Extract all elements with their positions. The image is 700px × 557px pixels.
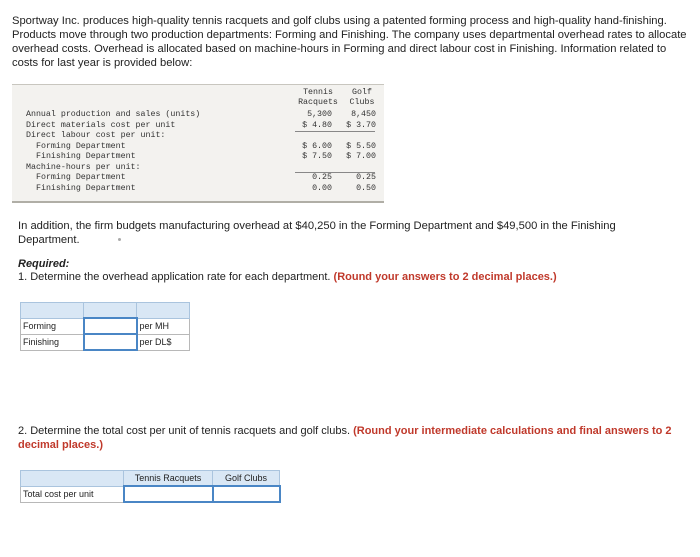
tennis-cost-input[interactable]	[124, 486, 213, 502]
cost-row-label: Finishing Department	[36, 152, 136, 161]
required-heading: Required:	[18, 258, 70, 270]
q1-header-cell-2	[84, 303, 137, 319]
intro-paragraph: Sportway Inc. produces high-quality tennis racquets and golf clubs using a patented forming process and high-quality hand-finishing. Products move through two production departments: Forming and Finishing. The company uses departmental overhead rates to allocate overhead costs. Overhead is allocated based on machine-hours in Forming and direct labour cost in Finishing. Information related to costs for last year is provided below:	[12, 15, 687, 69]
question-1	[18, 270, 557, 284]
cost-table-row	[12, 141, 384, 152]
cost-row-tennis-value: 0.25	[312, 173, 332, 182]
header-tennis	[298, 88, 338, 108]
cost-row-golf-value: $ 5.50	[346, 141, 376, 151]
cost-row-label: Machine-hours per unit:	[26, 162, 141, 172]
cost-row-golf-value: 0.25	[356, 173, 376, 182]
cost-data-table	[12, 84, 384, 203]
cost-row-tennis-value: $ 7.50	[302, 152, 332, 161]
question-2	[18, 424, 678, 452]
q1-answer-table	[20, 302, 190, 351]
q2-header-row	[21, 471, 280, 487]
cost-row-label: Finishing Department	[36, 183, 136, 193]
q1-label-finishing: Finishing	[21, 334, 84, 350]
question-1-text: 1. Determine the overhead application rate for each department.	[18, 271, 331, 283]
forming-rate-input[interactable]	[84, 318, 137, 334]
cost-row-golf-value: 0.50	[356, 183, 376, 193]
q1-header-cell-3	[137, 303, 190, 319]
cost-table-row	[12, 172, 384, 183]
q1-row-finishing	[21, 334, 190, 350]
cost-table-row	[12, 151, 384, 162]
cost-table-row	[12, 162, 384, 173]
q1-unit-finishing: per DL$	[137, 334, 190, 350]
cost-table-rule	[295, 131, 375, 132]
golf-cost-input[interactable]	[213, 486, 280, 502]
finishing-rate-input[interactable]	[84, 334, 137, 350]
cost-row-label: Forming Department	[36, 141, 126, 151]
question-2-note: (Round your intermediate calculations and final answers to 2 decimal places.)	[18, 425, 672, 451]
question-1-note: (Round your answers to 2 decimal places.)	[333, 271, 557, 283]
cost-row-label: Annual production and sales (units)	[26, 110, 201, 119]
stray-dot	[118, 238, 121, 241]
cost-table-row	[12, 120, 384, 131]
cost-row-golf-value: 8,450	[351, 110, 376, 119]
overhead-budget-paragraph: In addition, the firm budgets manufacturing overhead at $40,250 in the Forming Department and $49,500 in the Finishing Department.	[18, 220, 616, 246]
cost-row-golf-value: $ 7.00	[346, 152, 376, 161]
q1-header-cell-1	[21, 303, 84, 319]
q2-answer-table	[20, 470, 281, 503]
cost-table-row	[12, 183, 384, 194]
q2-row-label: Total cost per unit	[21, 486, 124, 502]
q1-row-forming	[21, 318, 190, 334]
cost-row-label: Direct materials cost per unit	[26, 120, 176, 130]
q1-label-forming: Forming	[21, 318, 84, 334]
cost-row-label: Forming Department	[36, 173, 126, 182]
q1-unit-forming: per MH	[137, 318, 190, 334]
q2-row-total	[21, 486, 280, 502]
header-golf-line1: Golf	[352, 88, 372, 97]
cost-table-rule	[295, 172, 375, 173]
q1-header-row	[21, 303, 190, 319]
cost-row-tennis-value: 0.00	[312, 183, 332, 193]
q2-header-golf: Golf Clubs	[213, 471, 280, 487]
cost-row-golf-value: $ 3.70	[346, 120, 376, 130]
cost-row-tennis-value: $ 6.00	[302, 141, 332, 151]
question-2-text: 2. Determine the total cost per unit of tennis racquets and golf clubs.	[18, 425, 351, 437]
header-golf-line2: Clubs	[349, 98, 375, 107]
q2-header-tennis: Tennis Racquets	[124, 471, 213, 487]
header-tennis-line1: Tennis	[303, 88, 333, 97]
header-golf	[342, 88, 382, 108]
cost-row-label: Direct labour cost per unit:	[26, 131, 166, 140]
cost-row-tennis-value: 5,300	[307, 110, 332, 119]
q2-header-blank	[21, 471, 124, 487]
cost-row-tennis-value: $ 4.80	[302, 120, 332, 130]
header-tennis-line2: Racquets	[298, 98, 338, 107]
cost-table-row	[12, 109, 384, 120]
